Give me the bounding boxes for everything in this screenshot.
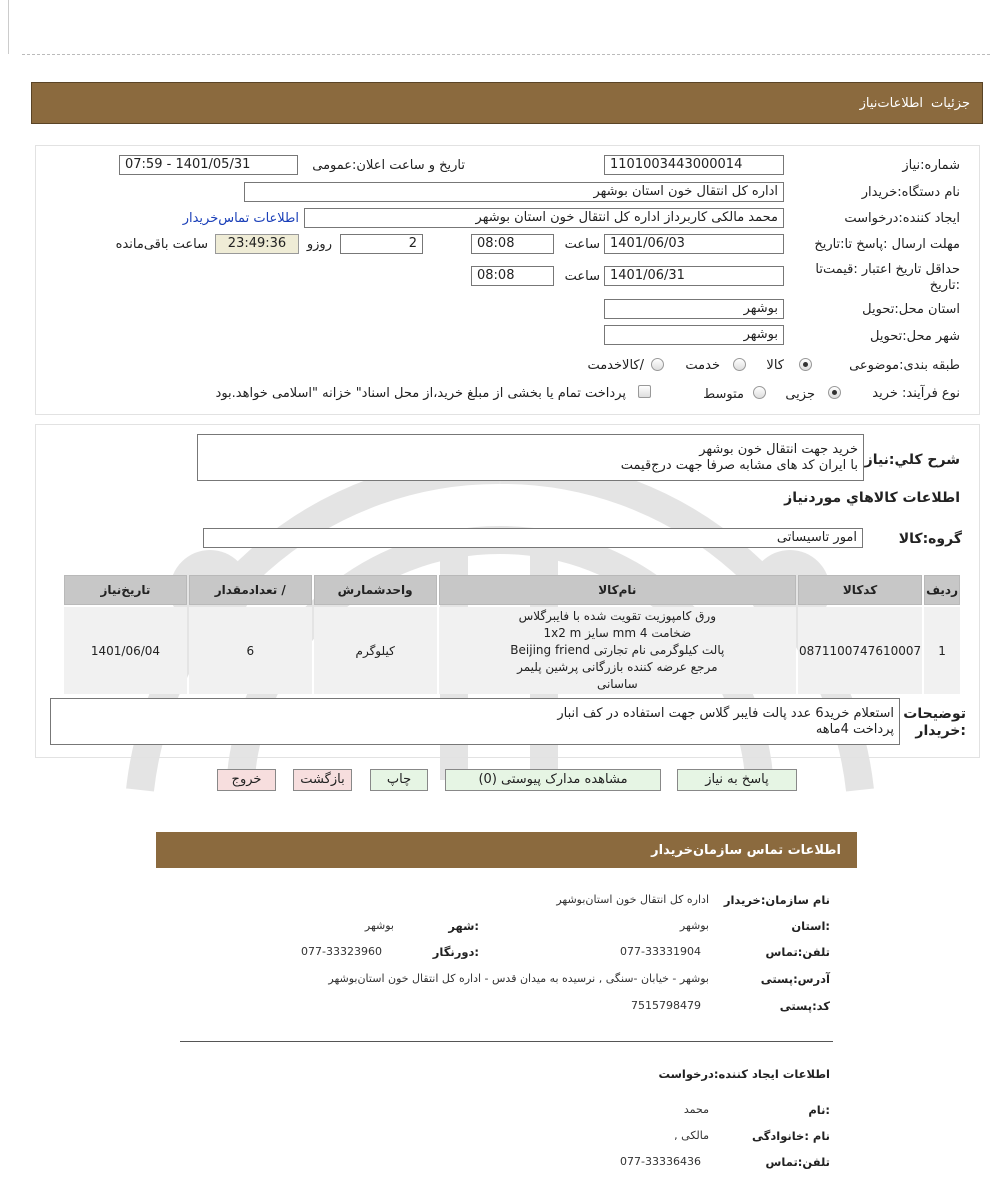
creator-phone-label: تلفن:تماس xyxy=(765,1155,830,1169)
validity-date-field[interactable]: 1401/06/31 xyxy=(604,266,784,286)
contact-province-label: :استان xyxy=(791,919,830,933)
cell-name xyxy=(439,607,796,694)
buyer-notes-line-2: پرداخت 4ماهه xyxy=(815,722,894,737)
treasury-payment-checkbox[interactable] xyxy=(638,385,651,398)
buyer-notes-line-1: استعلام خرید6 عدد پالت فایبر گلاس جهت استفاده در کف انبار xyxy=(557,706,894,721)
buyer-notes-label-1: توضیحات xyxy=(903,706,966,722)
buyer-contact-title-bar: اطلاعات تماس سازمان‌خریدار xyxy=(156,832,857,868)
radio-small-process[interactable] xyxy=(828,386,841,399)
city-field[interactable]: بوشهر xyxy=(604,325,784,345)
goods-group-label: گروه:کالا xyxy=(898,531,962,547)
creator-field[interactable]: محمد مالکی کاربرداز اداره کل انتقال خون استان بوشهر xyxy=(304,208,784,228)
need-number-field[interactable]: 1101003443000014 xyxy=(604,155,784,175)
radio-service[interactable] xyxy=(733,358,746,371)
col-unit-header: واحدشمارش xyxy=(314,575,437,605)
cell-name-line: ساسانی xyxy=(596,677,638,691)
contact-city-value: بوشهر xyxy=(364,919,394,932)
reply-hour-label: ساعت xyxy=(564,237,600,252)
summary-box xyxy=(197,434,864,481)
radio-goods-service-label: /کالاخدمت xyxy=(587,358,644,373)
cell-name-line: ورق کامپوزیت تقویت شده با فایبرگلاس xyxy=(518,609,716,623)
category-label: طبقه بندی:موضوعی xyxy=(849,358,960,373)
announce-label: تاریخ و ساعت اعلان:عمومی xyxy=(312,158,465,173)
creator-label: ایجاد کننده:درخواست xyxy=(844,211,960,226)
validity-label-1: حداقل تاریخ اعتبار :قیمت‌تا xyxy=(815,262,960,277)
contact-address-value: بوشهر - خیابان -سنگی , نرسیده به میدان قدس - اداره کل انتقال خون استان‌بوشهر xyxy=(328,972,709,985)
print-button[interactable]: چاپ xyxy=(370,769,428,791)
radio-goods-service[interactable] xyxy=(651,358,664,371)
contact-province-value: بوشهر xyxy=(679,919,709,932)
tab-details[interactable]: جزئیات xyxy=(931,95,970,111)
announce-field[interactable]: 1401/05/31 - 07:59 xyxy=(119,155,298,175)
province-label: استان محل:تحویل xyxy=(862,302,960,317)
cell-name-line: مرجع عرضه کننده بازرگانی پرشین پلیمر xyxy=(517,660,718,674)
reply-button[interactable]: پاسخ به نیاز xyxy=(677,769,797,791)
col-name-header: نام‌کالا xyxy=(439,575,796,605)
goods-group-field[interactable]: امور تاسیساتی xyxy=(203,528,863,548)
contact-city-label: :شهر xyxy=(448,919,479,933)
left-edge-line xyxy=(8,0,9,54)
exit-button[interactable]: خروج xyxy=(217,769,276,791)
creator-name-value: محمد xyxy=(683,1103,709,1116)
countdown-timer: 23:49:36 xyxy=(215,234,299,254)
buyer-notes-label-2: :خریدار xyxy=(915,723,966,739)
contact-org-label: نام سازمان:خریدار xyxy=(723,893,830,907)
summary-line-2: با ایران کد های مشابه صرفا جهت درج‌قیمت xyxy=(620,458,858,473)
cell-name-line: پالت کیلوگرمی نام تجارتی Beijing friend xyxy=(510,643,725,657)
contact-fax-label: :دورنگار xyxy=(432,945,479,959)
creator-name-label: :نام xyxy=(808,1103,830,1117)
buyer-org-label: نام دستگاه:خریدار xyxy=(861,185,960,200)
process-label: نوع فرآیند: خرید xyxy=(872,386,960,401)
days-field[interactable]: 2 xyxy=(340,234,423,254)
summary-label: شرح کلي:نياز xyxy=(864,452,960,468)
cell-row: 1 xyxy=(924,607,960,694)
cell-code: 0871100747610007 xyxy=(798,607,922,694)
contact-divider xyxy=(180,1041,833,1042)
province-field[interactable]: بوشهر xyxy=(604,299,784,319)
radio-medium-label: متوسط xyxy=(703,387,744,402)
contact-org-value: اداره کل انتقال خون استان‌بوشهر xyxy=(556,893,709,906)
remaining-label: ساعت باقی‌مانده xyxy=(115,237,208,252)
cell-name-line: ضخامت 4 mm سایز 1x2 m xyxy=(543,626,692,640)
buyer-org-field[interactable]: اداره کل انتقال خون استان بوشهر xyxy=(244,182,784,202)
radio-goods-label: کالا xyxy=(766,358,784,373)
creator-phone-value: 077-33336436 xyxy=(620,1155,701,1168)
reply-date-field[interactable]: 1401/06/03 xyxy=(604,234,784,254)
goods-table xyxy=(62,573,962,696)
city-label: شهر محل:تحویل xyxy=(870,329,960,344)
reply-deadline-label: مهلت ارسال :پاسخ تا:تاریخ xyxy=(814,237,960,252)
creator-info-title: اطلاعات ایجاد کننده:درخواست xyxy=(658,1067,830,1081)
radio-service-label: خدمت xyxy=(685,358,720,373)
treasury-payment-note: پرداخت تمام یا بخشی از مبلغ خرید،از محل اسناد" خزانه "اسلامی خواهد.بود xyxy=(215,386,626,401)
reply-time-field[interactable]: 08:08 xyxy=(471,234,554,254)
days-label: روزو xyxy=(306,237,332,252)
col-qty-header: / تعدادمقدار xyxy=(189,575,312,605)
contact-phone-label: تلفن:تماس xyxy=(765,945,830,959)
buyer-notes-box xyxy=(50,698,900,745)
validity-time-field[interactable]: 08:08 xyxy=(471,266,554,286)
tab-need-info[interactable]: اطلاعات‌نیاز xyxy=(859,95,924,111)
back-button[interactable]: بازگشت xyxy=(293,769,352,791)
top-breadcrumb-bar xyxy=(31,82,983,124)
col-code-header: کدکالا xyxy=(798,575,922,605)
col-row-header: ردیف xyxy=(924,575,960,605)
radio-medium-process[interactable] xyxy=(753,386,766,399)
validity-hour-label: ساعت xyxy=(564,269,600,284)
table-row xyxy=(64,607,960,694)
creator-family-label: نام :خانوادگی xyxy=(752,1129,830,1143)
cell-qty: 6 xyxy=(189,607,312,694)
buyer-contact-link[interactable]: اطلاعات تماس‌خریدار xyxy=(182,211,299,226)
contact-postal-value: 7515798479 xyxy=(631,999,701,1012)
top-divider xyxy=(22,54,990,55)
col-date-header: تاریخ‌نیاز xyxy=(64,575,187,605)
goods-info-title: اطلاعات کالاهاي موردنياز xyxy=(784,490,960,506)
validity-label-2: :تاریخ xyxy=(929,278,960,293)
radio-small-label: جزیی xyxy=(785,387,815,402)
contact-fax-value: 077-33323960 xyxy=(301,945,382,958)
summary-line-1: خرید جهت انتقال خون بوشهر xyxy=(699,442,858,457)
contact-postal-label: کد:پستی xyxy=(779,999,830,1013)
contact-phone-value: 077-33331904 xyxy=(620,945,701,958)
creator-family-value: مالکی , xyxy=(674,1129,709,1142)
attachments-button[interactable]: مشاهده مدارک پیوستی (0) xyxy=(445,769,661,791)
contact-address-label: آدرس:پستی xyxy=(760,972,830,986)
radio-goods[interactable] xyxy=(799,358,812,371)
need-number-label: شماره:نیاز xyxy=(902,158,960,173)
cell-unit: کیلوگرم xyxy=(314,607,437,694)
cell-date: 1401/06/04 xyxy=(64,607,187,694)
